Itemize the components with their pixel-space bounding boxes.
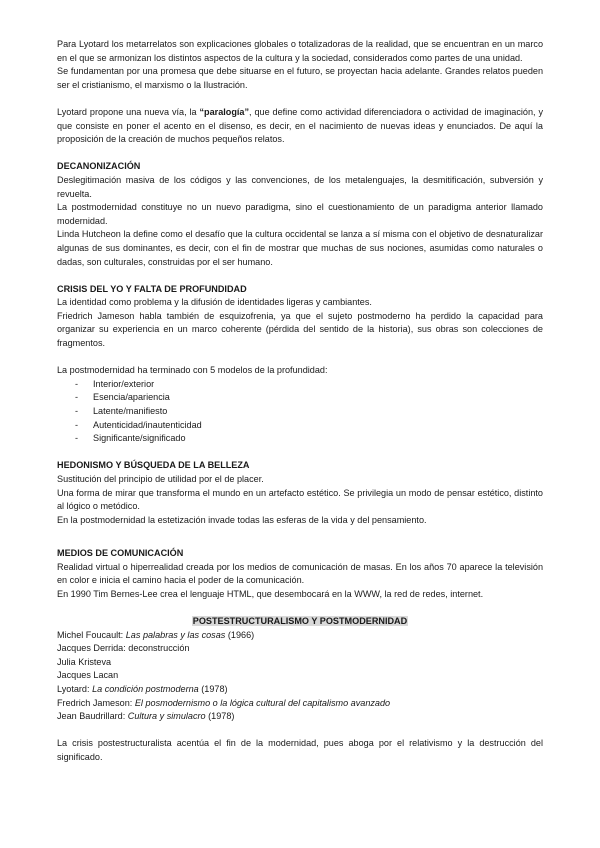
ref-year: (1978)	[198, 683, 228, 694]
paragraph: Linda Hutcheon la define como el desafío que la cultura occidental se lanza a sí misma con el objetivo de desnaturalizar algunas de sus dominantes, es decir, con el fin de mostrar que muchas de sus nociones, asumidas como naturales o dadas, son culturales, construidas por el ser humano.	[57, 229, 543, 267]
list-item: - Interior/exterior	[75, 378, 543, 392]
paragraph: Una forma de mirar que transforma el mundo en un artefacto estético. Se privilegia un modo de pensar estético, distinto al lógico o metódico.	[57, 487, 543, 512]
text-span: , que define como actividad diferenciadora o actividad de imaginación, y que consiste en poner el acento en el disenso, es decir, en el nacimiento de nuevas ideas y enunciados. De aquí la proposición de la creación de muchos pequeños relatos.	[57, 106, 543, 145]
ref-title: El posmodernismo o la lógica cultural del capitalismo avanzado	[134, 697, 391, 708]
reference-item	[57, 669, 543, 683]
section-heading: MEDIOS DE COMUNICACIÓN	[57, 547, 184, 558]
paragraph: La postmodernidad ha terminado con 5 modelos de la profundidad:	[57, 365, 328, 376]
paragraph: Se fundamentan por una promesa que debe situarse en el futuro, se proyectan hacia adelante. Grandes relatos pueden ser el cristianismo, el marxismo o la Ilustración.	[57, 66, 543, 90]
ref-year: (1978)	[205, 711, 235, 722]
paragraph: Para Lyotard los metarrelatos son explicaciones globales o totalizadoras de la realidad, que se encuentran en un marco en el que se armonizan los distintos aspectos de la cultura y la sociedad, considerados como partes de una unidad.	[57, 39, 543, 63]
text-span: Lyotard propone una nueva vía, la	[57, 106, 200, 117]
document-page	[57, 38, 543, 764]
paralogia-paragraph	[57, 106, 543, 147]
reference-item	[57, 683, 543, 697]
centered-heading	[57, 615, 543, 629]
reference-item	[57, 642, 543, 656]
ref-author: Jacques Derrida: deconstrucción	[57, 643, 190, 654]
ref-author: Michel Foucault:	[57, 629, 126, 640]
list-item: - Significante/significado	[75, 432, 543, 446]
ref-author: Fredrich Jameson:	[57, 697, 135, 708]
paragraph: La postmodernidad constituye no un nuevo paradigma, sino el cuestionamiento de un paradigma anterior llamado modernidad.	[57, 202, 543, 226]
highlighted-heading-text: POSTESTRUCTURALISMO Y POSTMODERNIDAD	[192, 615, 408, 626]
paragraph: En la postmodernidad la estetización invade todas las esferas de la vida y del pensamiento.	[57, 514, 427, 525]
reference-item	[57, 629, 543, 643]
list-item: - Autenticidad/inautenticidad	[75, 419, 543, 433]
ref-year: (1966)	[225, 629, 255, 640]
paragraph: La crisis postestructuralista acentúa el fin de la modernidad, pues aboga por el relativismo y la destrucción del significado.	[57, 738, 543, 762]
ref-title: Las palabras y las cosas	[125, 629, 226, 640]
ref-author: Jean Baudrillard:	[57, 711, 128, 722]
ref-author: Lyotard:	[57, 683, 93, 694]
reference-item	[57, 656, 543, 670]
list-item: - Esencia/apariencia	[75, 391, 543, 405]
references-list	[57, 629, 543, 724]
reference-item	[57, 710, 543, 724]
paragraph: Realidad virtual o hiperrealidad creada por los medios de comunicación de masas. En los años 70 aparece la televisión en color e inicia el camino hacia el poder de la comunicación.	[57, 561, 543, 586]
paragraph: Friedrich Jameson habla también de esquizofrenia, ya que el sujeto postmoderno ha perdido la capacidad para organizar su experiencia en un marco coherente (pérdida del sentido de la historia), sus obras son colecciones de fragmentos.	[57, 310, 543, 349]
paragraph: La identidad como problema y la difusión de identidades ligeras y cambiantes.	[57, 297, 372, 308]
section-heading: HEDONISMO Y BÚSQUEDA DE LA BELLEZA	[57, 460, 250, 471]
ref-author: Jacques Lacan	[57, 670, 119, 681]
ref-author: Julia Kristeva	[57, 656, 112, 667]
reference-item	[57, 697, 543, 711]
ref-title: Cultura y simulacro	[127, 711, 206, 722]
paragraph: Deslegitimación masiva de los códigos y las convenciones, de los metalenguajes, la desmitificación, subversión y revuelta.	[57, 174, 543, 199]
paragraph: En 1990 Tim Bernes-Lee crea el lenguaje HTML, que desembocará en la WWW, la red de redes, internet.	[57, 588, 484, 599]
depth-models-list	[57, 378, 543, 446]
bold-term: “paralogía”	[199, 106, 250, 117]
list-item: - Latente/manifiesto	[75, 405, 543, 419]
section-heading: CRISIS DEL YO Y FALTA DE PROFUNDIDAD	[57, 283, 247, 294]
ref-title: La condición postmoderna	[92, 683, 199, 694]
paragraph: Sustitución del principio de utilidad por el de placer.	[57, 474, 264, 484]
section-heading: DECANONIZACIÓN	[57, 161, 141, 172]
